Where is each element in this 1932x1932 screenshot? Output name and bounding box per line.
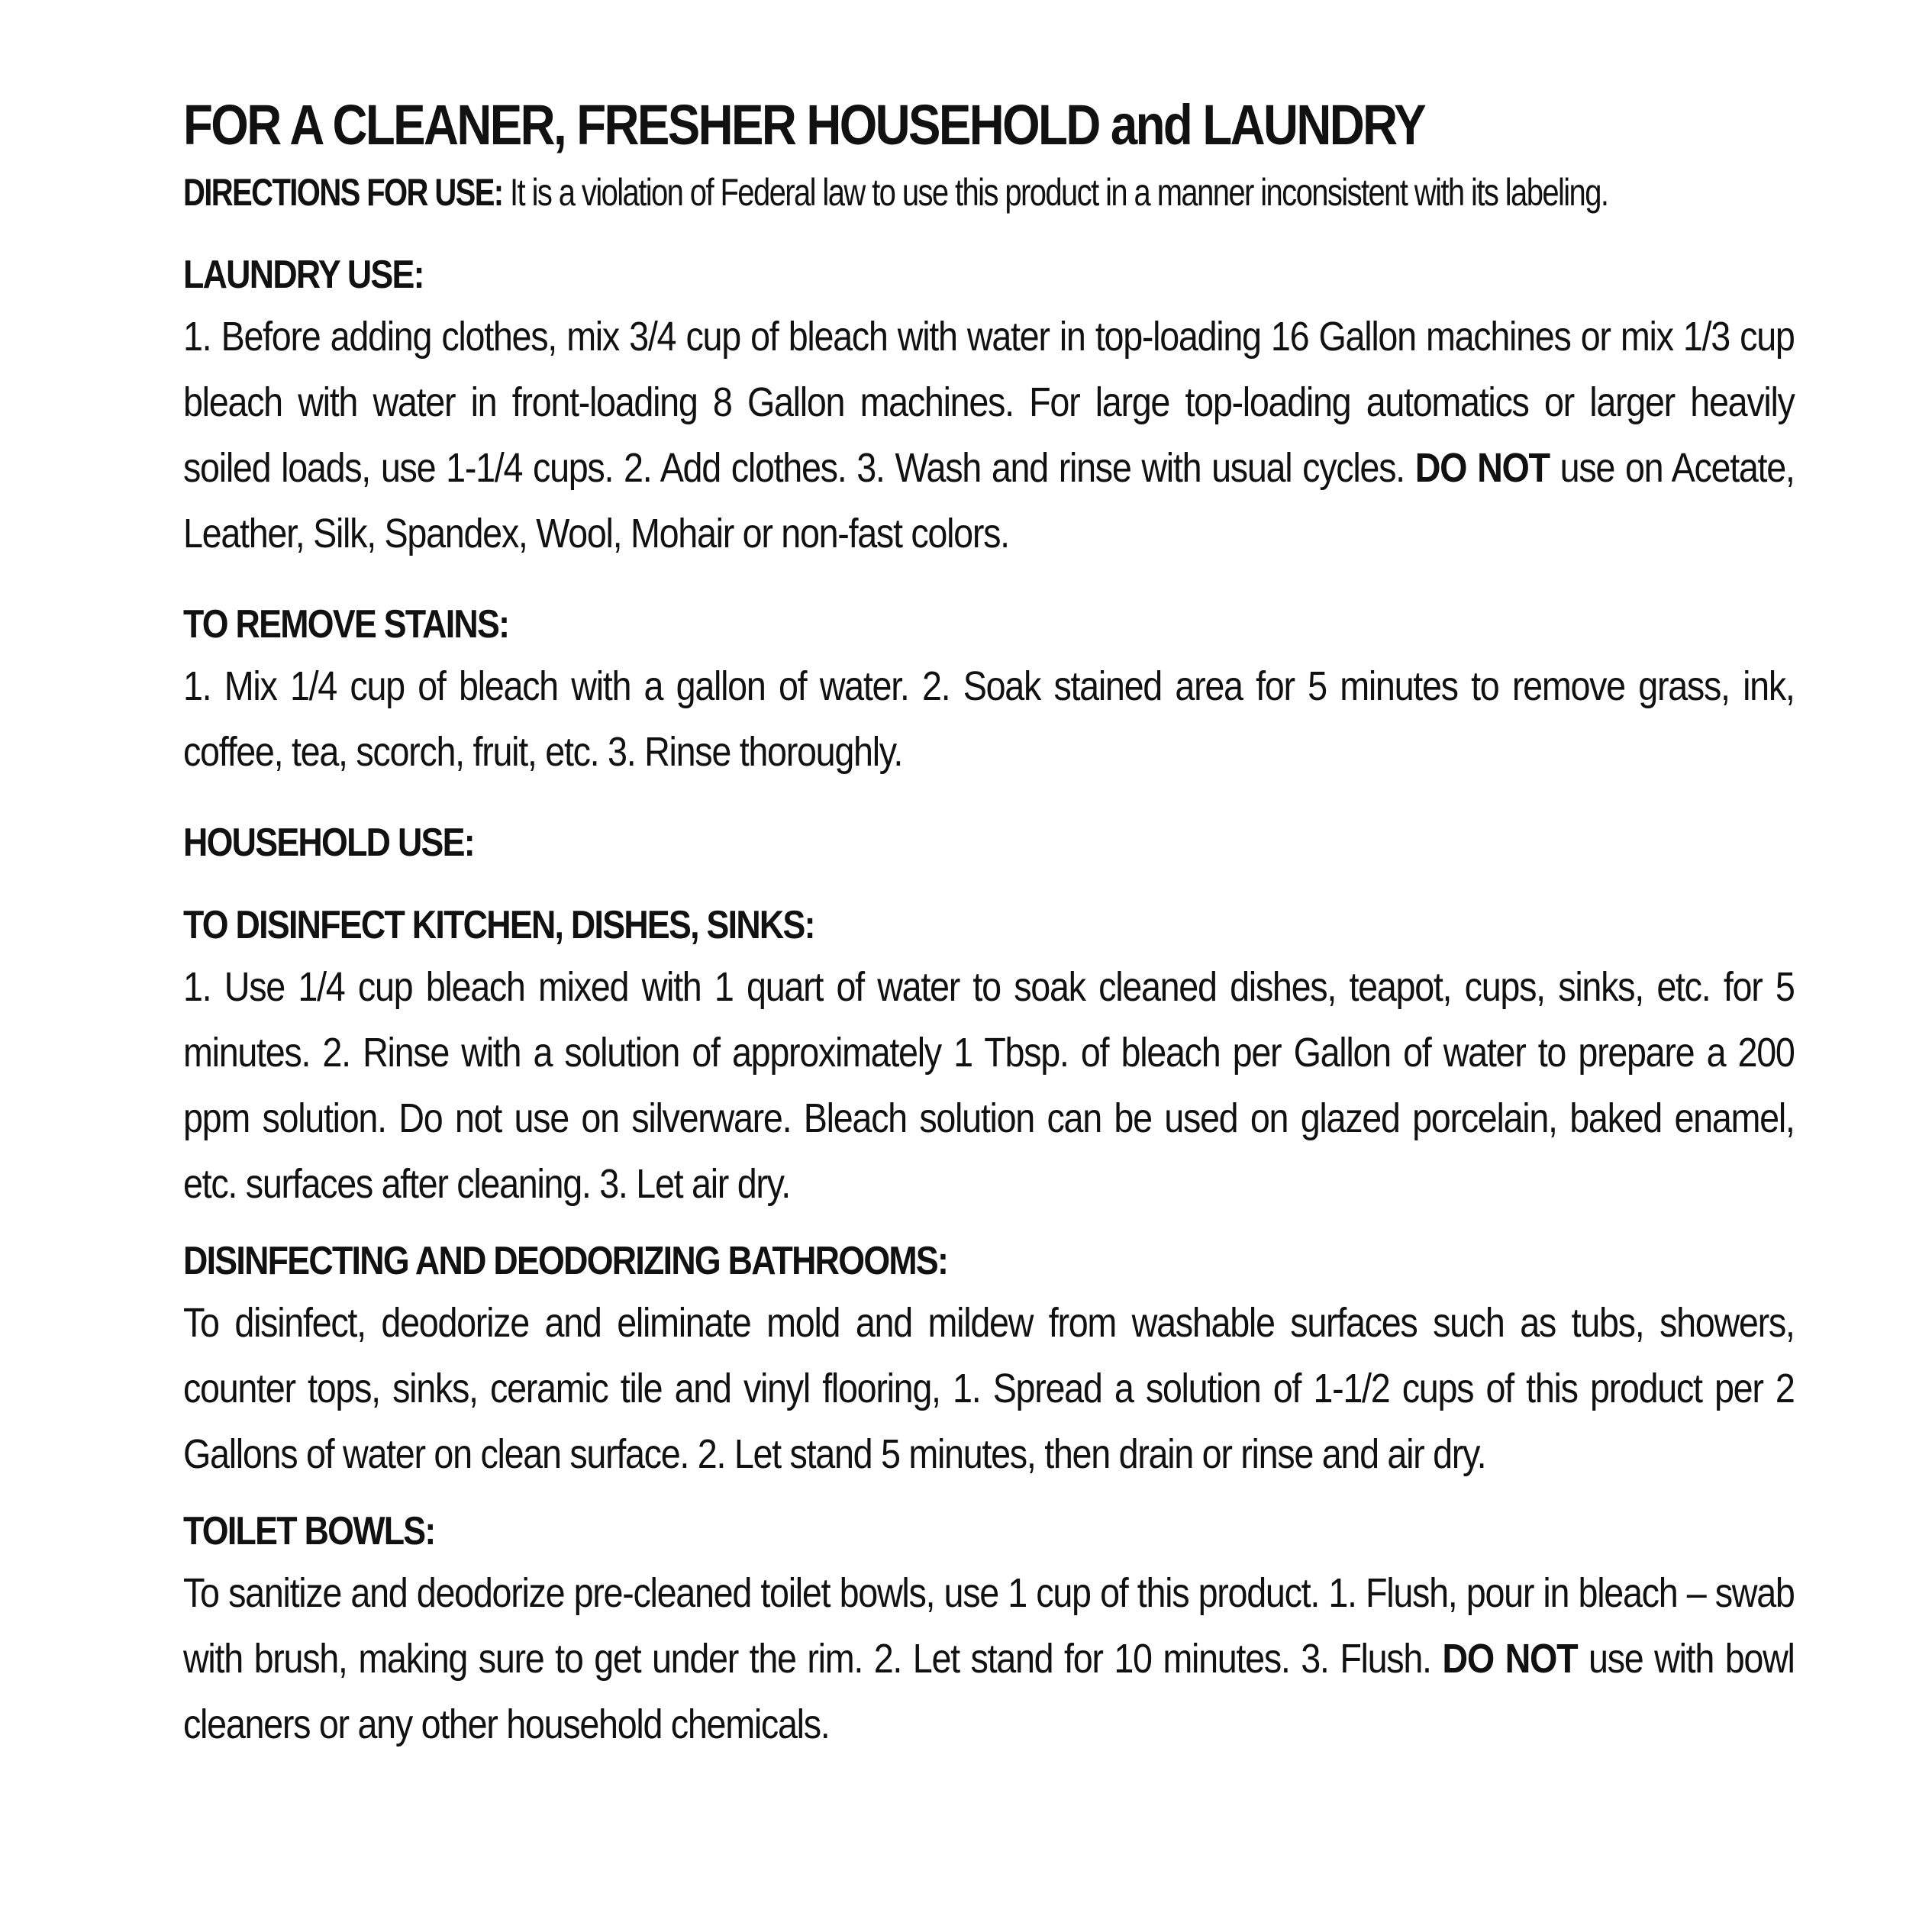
laundry-warning-emphasis: DO NOT [1414, 445, 1550, 491]
label-title: FOR A CLEANER, FRESHER HOUSEHOLD and LAUNDRY [183, 93, 1425, 156]
remove-stains-text: 1. Mix 1/4 cup of bleach with a gallon of water. 2. Soak stained area for 5 minutes to remove grass, ink, coffee, tea, scorch, fruit, etc. 3. Rinse thoroughly. [183, 663, 1795, 775]
laundry-use-text [183, 304, 1795, 566]
product-label [183, 90, 1794, 1757]
toilet-warning-emphasis: DO NOT [1442, 1636, 1578, 1682]
directions-for-use [183, 168, 1608, 217]
household-use-heading: HOUSEHOLD USE: [183, 821, 474, 865]
disinfect-kitchen-text: 1. Use 1/4 cup bleach mixed with 1 quart of water to soak cleaned dishes, teapot, cups, sinks, etc. for 5 minutes. 2. Rinse with a solution of approximately 1 Tbsp. of bleach per Gallon of water to prepare a 200 ppm solution. Do not use on silverware. Bleach solution can be used on glazed porcelain, baked enamel, etc. surfaces after cleaning. 3. Let air dry. [183, 964, 1795, 1207]
remove-stains-heading: TO REMOVE STAINS: [183, 602, 509, 647]
bathrooms-text: To disinfect, deodorize and eliminate mold and mildew from washable surfaces such as tubs, showers, counter tops, sinks, ceramic tile and vinyl flooring, 1. Spread a solution of 1-1/2 cups of this product per 2 Gallons of water on clean surface. 2. Let stand 5 minutes, then drain or rinse and air dry. [183, 1300, 1795, 1477]
toilet-bowls-text [183, 1560, 1795, 1757]
laundry-use-text-2: use on Acetate, Leather, Silk, Spandex, Wool, Mohair or non-fast colors. [183, 445, 1795, 556]
directions-text: It is a violation of Federal law to use this product in a manner inconsistent with its labeling. [502, 171, 1608, 214]
bathrooms-heading: DISINFECTING AND DEODORIZING BATHROOMS: [183, 1239, 948, 1283]
toilet-bowls-text-1: To sanitize and deodorize pre-cleaned toilet bowls, use 1 cup of this product. 1. Flush, pour in bleach – swab with brush, making sure to get under the rim. 2. Let stand for 10 minutes. 3. Flush. [183, 1570, 1795, 1682]
laundry-use-heading: LAUNDRY USE: [183, 253, 424, 297]
toilet-bowls-text-2: use with bowl cleaners or any other household chemicals. [183, 1636, 1795, 1747]
disinfect-kitchen-heading: TO DISINFECT KITCHEN, DISHES, SINKS: [183, 903, 814, 947]
toilet-bowls-heading: TOILET BOWLS: [183, 1509, 435, 1553]
directions-lead: DIRECTIONS FOR USE: [183, 171, 503, 214]
laundry-use-text-1: 1. Before adding clothes, mix 3/4 cup of bleach with water in top-loading 16 Gallon machines or mix 1/3 cup bleach with water in front-loading 8 Gallon machines. For large top-loading automatics or larger heavily soiled loads, use 1-1/4 cups. 2. Add clothes. 3. Wash and rinse with usual cycles. [183, 314, 1795, 491]
